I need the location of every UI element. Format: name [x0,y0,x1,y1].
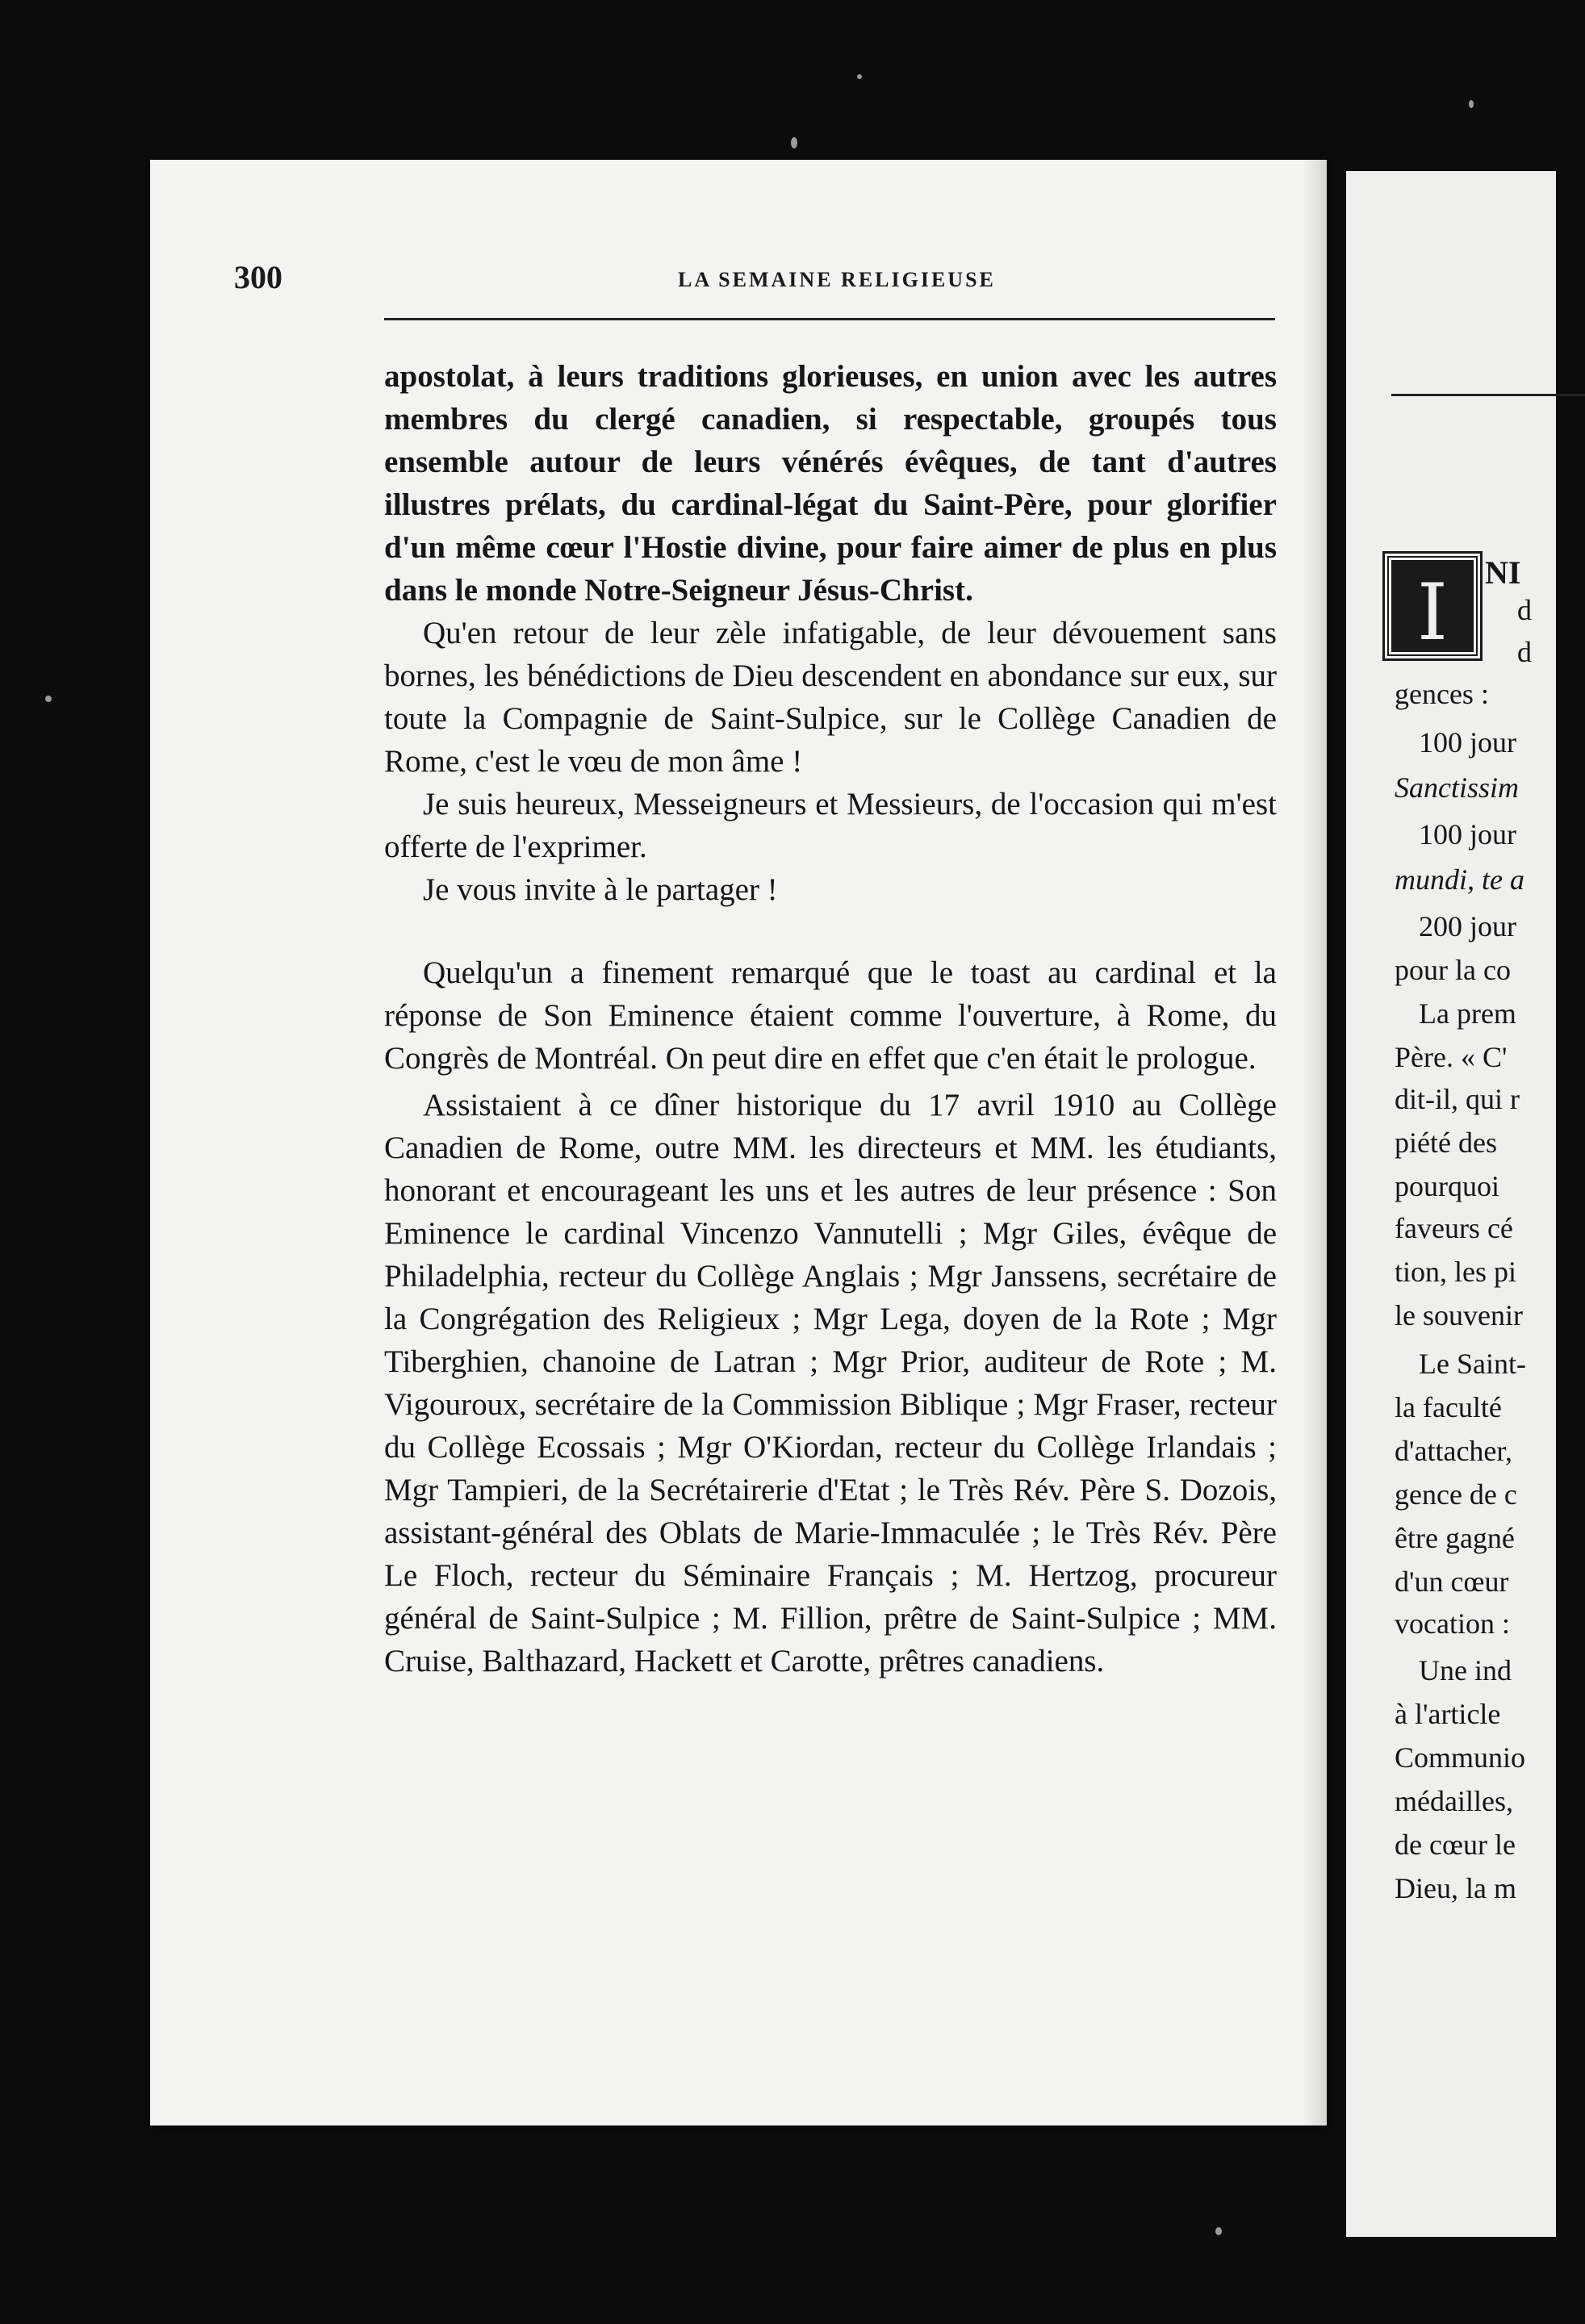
ornamental-dropcap: I [1385,554,1480,658]
right-line: NI [1485,554,1521,591]
right-line: dit-il, qui r [1395,1083,1520,1115]
right-header-rule [1391,394,1585,396]
right-line: être gagné [1395,1522,1515,1554]
right-line: d'attacher, [1395,1435,1512,1467]
right-line: Communio [1395,1741,1526,1774]
right-line: à l'article [1395,1698,1501,1730]
paragraph-attendees: Assistaient à ce dîner historique du 17 avril 1910 au Collège Canadien de Rome, outre MM. les directeurs et MM. les étudiants, honorant et encourageant les uns et les autres de leur présence : Son Eminence le cardinal Vincenzo Vannutelli ; Mgr Giles, évêque de Philadelphia, recteur du Collège Anglais ; Mgr Janssens, secrétaire de la Congrégation des Religieux ; Mgr Lega, doyen de la Rote ; Mgr Tiberghien, chanoine de Latran ; Mgr Prior, auditeur de Rote ; M. Vigouroux, secrétaire de la Commission Biblique ; Mgr Fraser, recteur du Collège Ecossais ; Mgr O'Kiordan, recteur du Collège Irlandais ; Mgr Tampieri, de la Secrétairerie d'Etat ; le Très Rév. Père S. Dozois, assistant-général des Oblats de Marie-Immaculée ; le Très Rév. Père Le Floch, recteur du Séminaire Français ; M. Hertzog, procureur général de Saint-Sulpice ; M. Fillion, prêtre de Saint-Sulpice ; MM. Cruise, Balthazard, Hackett et Carotte, prêtres canadiens. [384,1088,1277,1678]
paragraph-invite: Je vous invite à le partager ! [423,872,778,907]
right-line: le souvenir [1395,1299,1523,1331]
paragraph-retour: Qu'en retour de leur zèle infatigable, de leur dévouement sans bornes, les bénédictions de Dieu descendent en abondance sur eux, sur toute la Compagnie de Saint-Sulpice, sur le Collège Canadien de Rome, c'est le vœu de mon âme ! [384,616,1277,779]
right-line: pour la co [1395,954,1511,986]
right-line: mundi, te a [1395,863,1524,896]
paragraph-apostolat: apostolat, à leurs traditions glorieuses, en union avec les autres membres du clergé canadien, si respectable, groupés tous ensemble autour de leurs vénérés évêques, de tant d'autres illustres prélats, du cardinal-légat du Saint-Père, pour glorifier d'un même cœur l'Hostie divine, pour faire aimer de plus en plus dans le monde Notre-Seigneur Jésus-Christ. [384,359,1277,608]
right-line: Sanctissim [1395,771,1520,804]
dust-speck [1215,2227,1222,2235]
header-rule [384,318,1275,320]
right-page [1346,171,1556,2237]
right-line: Une ind [1419,1654,1512,1687]
right-line: tion, les pi [1395,1256,1516,1288]
body-text [384,355,1277,1682]
dust-speck [857,74,862,79]
right-line: d'un cœur [1395,1565,1509,1598]
right-line: 100 jour [1419,726,1516,759]
right-line: médailles, [1395,1785,1513,1817]
right-line: gences : [1395,678,1489,710]
right-line: d [1517,594,1532,626]
running-head [234,258,1283,299]
right-line: Dieu, la m [1395,1872,1516,1904]
page-number: 300 [234,259,282,295]
dust-speck [45,696,52,702]
right-line: pourquoi [1395,1170,1499,1202]
right-line: 200 jour [1419,910,1516,943]
paragraph-toast: Quelqu'un a finement remarqué que le toast au cardinal et la réponse de Son Eminence étaient comme l'ouverture, à Rome, du Congrès de Montréal. On peut dire en effet que c'en était le prologue. [384,955,1277,1076]
right-line: vocation : [1395,1607,1510,1640]
right-line: Père. « C' [1395,1041,1508,1073]
right-line: faveurs cé [1395,1212,1513,1244]
right-line: 100 jour [1419,818,1516,851]
right-line: Le Saint- [1419,1348,1526,1380]
right-line: piété des [1395,1126,1497,1159]
right-line: d [1517,636,1532,668]
right-line: de cœur le [1395,1829,1516,1861]
journal-title: LA SEMAINE RELIGIEUSE [678,268,996,291]
page-gutter-shadow [1303,160,1327,2125]
right-line: La prem [1419,997,1516,1030]
right-line: la faculté [1395,1391,1502,1423]
dust-speck [791,137,797,148]
right-line: gence de c [1395,1478,1517,1511]
dust-speck [1469,100,1474,108]
paragraph-heureux: Je suis heureux, Messeigneurs et Messieurs, de l'occasion qui m'est offerte de l'exprimer. [384,787,1277,864]
